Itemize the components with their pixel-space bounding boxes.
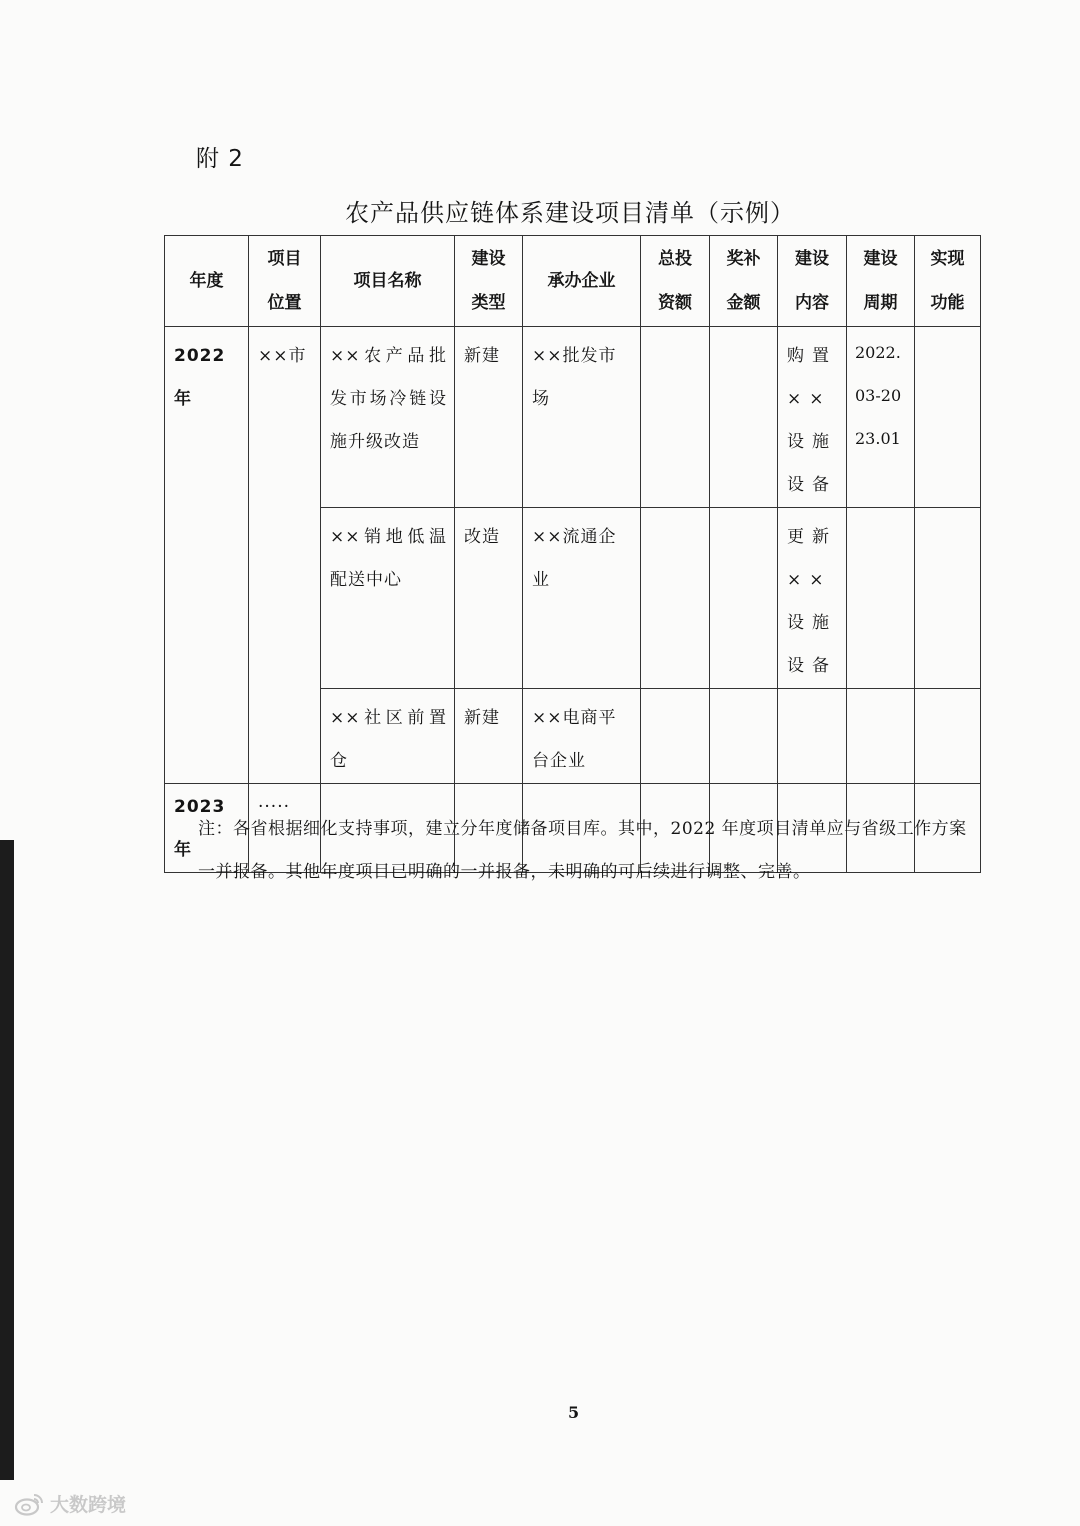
project-name-cell: ××社区前置仓 xyxy=(321,689,455,784)
header-company: 承办企业 xyxy=(523,236,641,327)
subsidy-cell xyxy=(710,327,778,508)
watermark xyxy=(14,1490,126,1517)
cycle-cell xyxy=(847,689,915,784)
header-location: 项目 位置 xyxy=(249,236,321,327)
scan-edge-shadow xyxy=(0,840,14,1480)
document-title: 农产品供应链体系建设项目清单（示例） xyxy=(345,199,795,227)
page-number: 5 xyxy=(568,1403,580,1422)
table-row xyxy=(165,327,981,508)
function-cell xyxy=(915,689,981,784)
cycle-cell xyxy=(847,508,915,689)
header-build-type: 建设 类型 xyxy=(455,236,523,327)
weibo-logo-icon xyxy=(14,1492,44,1516)
year-cell: 2023 年 xyxy=(165,784,249,873)
header-project-name: 项目名称 xyxy=(321,236,455,327)
header-cycle: 建设 周期 xyxy=(847,236,915,327)
project-name-cell: ××销地低温配送中心 xyxy=(321,508,455,689)
build-type-cell: 新建 xyxy=(455,689,523,784)
header-content: 建设 内容 xyxy=(778,236,847,327)
watermark-text: 大数跨境 xyxy=(50,1494,127,1516)
build-type-cell: 改造 xyxy=(455,508,523,689)
function-cell xyxy=(915,508,981,689)
table-footnote: 注：各省根据细化支持事项，建立分年度储备项目库。其中，2022 年度项目清单应与省级工作方案一并报备。其他年度项目已明确的一并报备，未明确的可后续进行调整、完善。 xyxy=(198,819,967,882)
header-year: 年度 xyxy=(165,236,249,327)
table-header-row xyxy=(165,236,981,327)
project-list-table xyxy=(164,235,981,873)
company-cell: ××电商平台企业 xyxy=(523,689,641,784)
investment-cell xyxy=(641,508,710,689)
project-name-cell: ××农产品批发市场冷链设施升级改造 xyxy=(321,327,455,508)
location-cell: ····· xyxy=(249,784,321,873)
attachment-label: 附 2 xyxy=(196,146,244,172)
content-cell xyxy=(778,689,847,784)
build-type-cell: 新建 xyxy=(455,327,523,508)
header-subsidy: 奖补 金额 xyxy=(710,236,778,327)
year-cell: 2022 年 xyxy=(165,327,249,784)
investment-cell xyxy=(641,689,710,784)
subsidy-cell xyxy=(710,508,778,689)
investment-cell xyxy=(641,327,710,508)
content-cell: 购置××设施设备 xyxy=(778,327,847,508)
cycle-cell: 2022.03-2023.01 xyxy=(847,327,915,508)
header-investment: 总投 资额 xyxy=(641,236,710,327)
company-cell: ××批发市场 xyxy=(523,327,641,508)
location-cell: ××市 xyxy=(249,327,321,784)
function-cell xyxy=(915,327,981,508)
header-function: 实现 功能 xyxy=(915,236,981,327)
subsidy-cell xyxy=(710,689,778,784)
content-cell: 更新××设施设备 xyxy=(778,508,847,689)
company-cell: ××流通企业 xyxy=(523,508,641,689)
